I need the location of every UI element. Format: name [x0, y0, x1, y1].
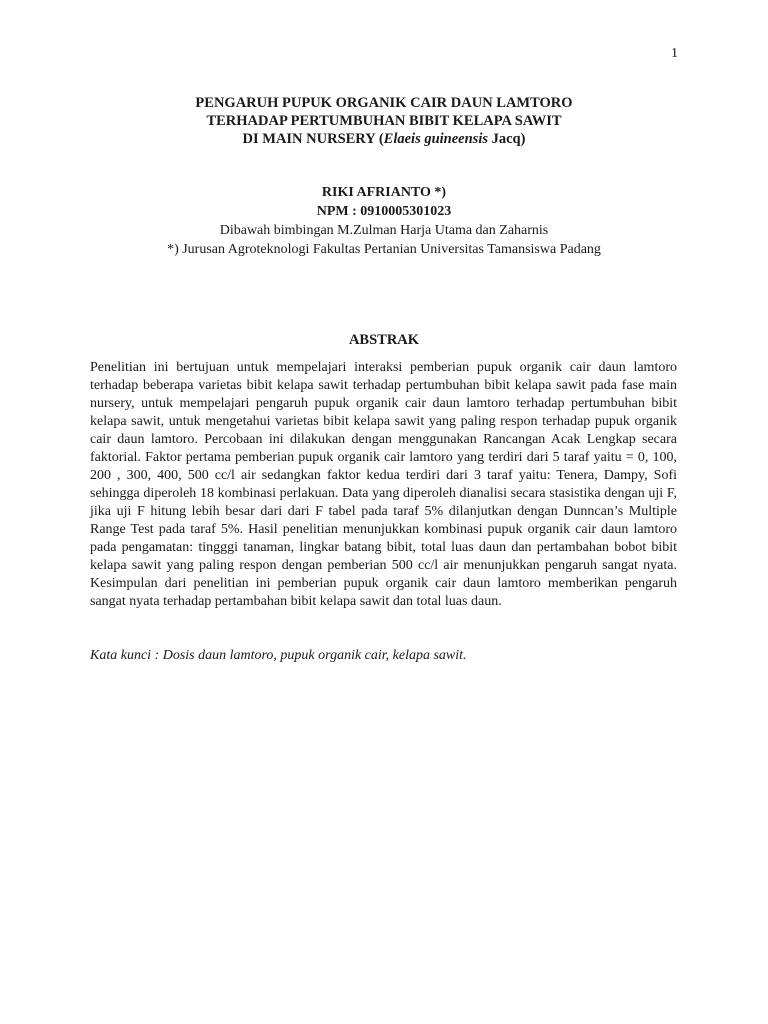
- title-line-3-suffix: Jacq): [488, 131, 526, 147]
- supervisors: Dibawah bimbingan M.Zulman Harja Utama dan Zaharnis: [219, 223, 549, 238]
- author-npm: NPM : 0910005301023: [316, 204, 452, 219]
- paper-title: [0, 94, 768, 148]
- abstract-heading: ABSTRAK: [348, 332, 420, 348]
- title-line-3-prefix: DI MAIN NURSERY (: [242, 131, 384, 147]
- page-number: 1: [671, 46, 678, 61]
- affiliation: *) Jurusan Agroteknologi Fakultas Pertanian Universitas Tamansiswa Padang: [167, 242, 601, 257]
- title-line-3: [0, 130, 768, 148]
- title-line-1: PENGARUH PUPUK ORGANIK CAIR DAUN LAMTORO: [195, 95, 573, 111]
- abstract-body: Penelitian ini bertujuan untuk mempelajari interaksi pemberian pupuk organik cair daun lamtoro terhadap beberapa varietas bibit kelapa sawit terhadap pertumbuhan bibit kelapa sawit pada fase main nursery, untuk mempelajari pengaruh pupuk organik cair daun lamtoro terhadap pertumbuhan bibit kelapa sawit, untuk mengetahui varietas bibit kelapa sawit yang paling respon terhadap pupuk organik cair daun lamtoro. Percobaan ini dilakukan dengan menggunakan Rancangan Acak Lengkap secara faktorial. Faktor pertama pemberian pupuk organik cair lamtoro yang terdiri dari 5 taraf yaitu = 0, 100, 200 , 300, 400, 500 cc/l air sedangkan faktor kedua terdiri dari 3 taraf yaitu: Tenera, Dampy, Sofi sehingga diperoleh 18 kombinasi perlakuan. Data yang diperoleh dianalisi secara stasistika dengan uji F, jika uji F hitung lebih besar dari dari F tabel pada taraf 5% dilanjutkan dengan Dunncan’s Multiple Range Test pada taraf 5%. Hasil penelitian menunjukkan kombinasi pupuk organik cair daun lamtoro pada pengamatan: tingggi tanaman, lingkar batang bibit, total luas daun dan pertambahan bobot bibit kelapa sawit yang paling respon dengan pemberian 500 cc/l air menunjukkan pengaruh sangat nyata. Kesimpulan dari penelitian ini pemberian pupuk organik cair daun lamtoro memberikan pengaruh sangat nyata terhadap pertambahan bibit kelapa sawit dan total luas daun.: [90, 360, 677, 609]
- species-name: Elaeis guineensis: [383, 131, 488, 147]
- author-name: RIKI AFRIANTO *): [321, 185, 447, 200]
- author-block: [0, 183, 768, 259]
- keywords: Kata kunci : Dosis daun lamtoro, pupuk organik cair, kelapa sawit.: [90, 648, 467, 663]
- title-line-2: TERHADAP PERTUMBUHAN BIBIT KELAPA SAWIT: [206, 113, 562, 129]
